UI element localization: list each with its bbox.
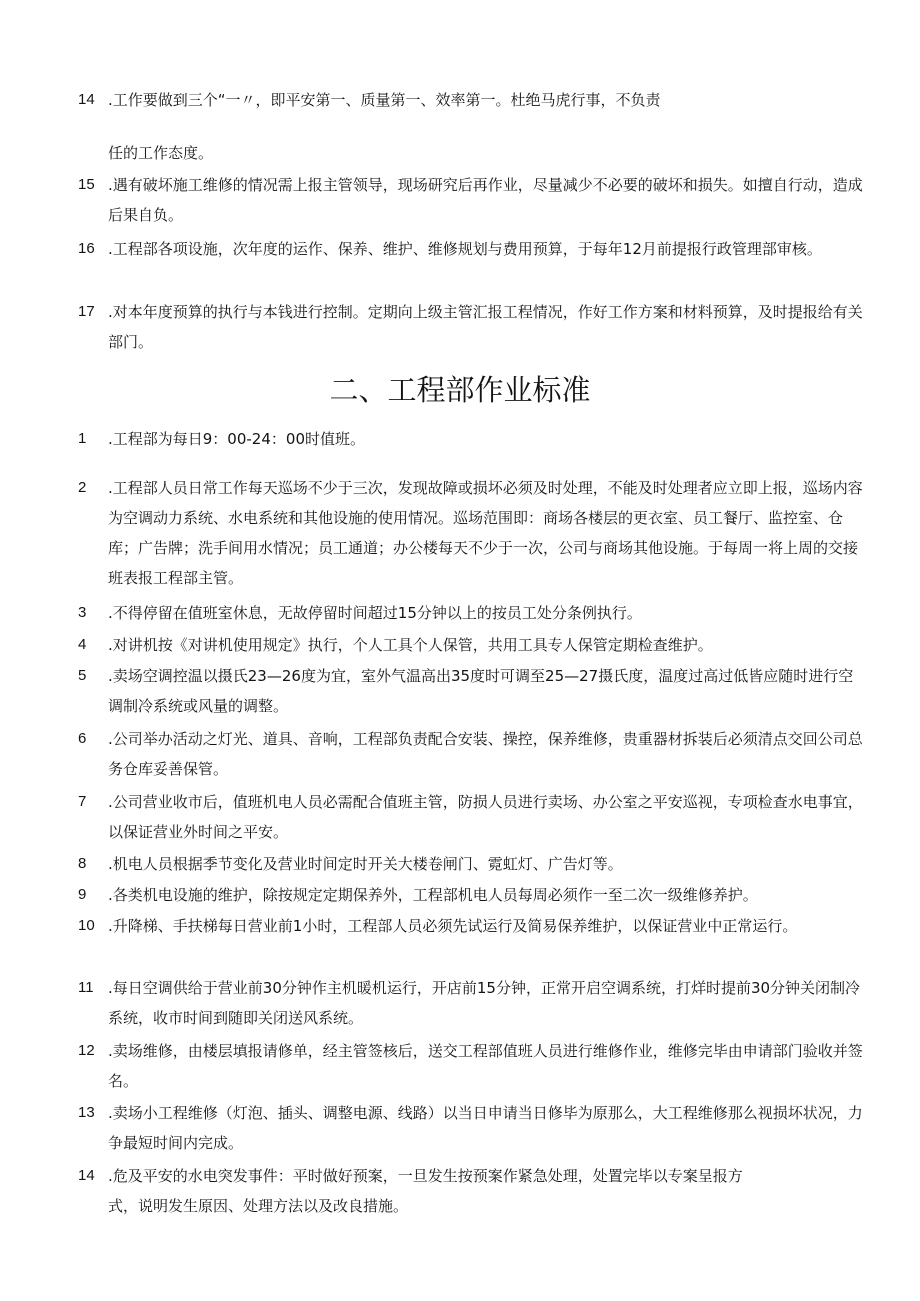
item-number: 4 [78,636,87,653]
list-item [78,849,868,879]
list-item [78,85,868,115]
list-item [78,424,868,454]
item-number: 9 [78,886,87,903]
item-text: .公司举办活动之灯光、道具、音响，工程部负责配合安装、操控，保养维修，贵重器材拆装后必须清点交回公司总务仓库妥善保管。 [108,730,863,778]
item-text: .不得停留在值班室休息，无故停留时间超过15分钟以上的按员工处分条例执行。 [108,604,642,622]
item-number: 8 [78,855,87,872]
list-item [78,234,868,264]
item-number: 16 [78,240,95,257]
item-text: .机电人员根据季节变化及营业时间定时开关大楼卷闸门、霓虹灯、广告灯等。 [108,855,623,873]
item-text: .对本年度预算的执行与本钱进行控制。定期向上级主管汇报工程情况，作好工作方案和材料预算，及时提报给有关部门。 [108,303,863,351]
item-number: 14 [78,91,95,108]
item-text: .危及平安的水电突发事件：平时做好预案，一旦发生按预案作紧急处理，处置完毕以专案呈报方式，说明发生原因、处理方法以及改良措施。 [108,1167,743,1215]
item-text: .工程部各项设施，次年度的运作、保养、维护、维修规划与费用预算，于每年12月前提报行政管理部审核。 [108,240,822,258]
list-item-continuation [78,138,868,168]
item-text: .工程部为每日9：00-24：00时值班。 [108,430,365,448]
item-number: 11 [78,979,94,996]
item-number: 3 [78,604,87,621]
item-number: 6 [78,730,87,747]
item-number: 13 [78,1104,95,1121]
section-title: 二、工程部作业标准 [329,373,591,407]
item-text: .卖场小工程维修（灯泡、插头、调整电源、线路）以当日申请当日修毕为原那么，大工程维修那么视损坏状况，力争最短时间内完成。 [108,1104,863,1152]
item-number: 14 [78,1167,95,1184]
list-item [78,724,868,784]
item-text: .升降梯、手扶梯每日营业前1小时，工程部人员必须先试运行及简易保养维护，以保证营业中正常运行。 [108,917,798,935]
item-text: .工程部人员日常工作每天巡场不少于三次，发现故障或损坏必须及时处理，不能及时处理者应立即上报，巡场内容为空调动力系统、水电系统和其他设施的使用情况。巡场范围即：商场各楼层的更衣室、员工餐厅、监控室、仓库；广告牌；洗手间用水情况；员工通道；办公楼每天不少于一次，公司与商场其他设施。于每周一将上周的交接班表报工程部主管。 [108,479,863,587]
list-item [78,598,868,628]
item-text: .各类机电设施的维护，除按规定定期保养外，工程部机电人员每周必须作一至二次一级维修养护。 [108,886,758,904]
list-item [78,787,868,847]
list-item [78,630,868,660]
item-text: .遇有破坏施工维修的情况需上报主管领导，现场研究后再作业，尽量减少不必要的破坏和损失。如擅自行动，造成后果自负。 [108,176,863,224]
item-number: 2 [78,479,87,496]
item-text: .工作要做到三个“一〃，即平安第一、质量第一、效率第一。杜绝马虎行事，不负责 [108,91,661,109]
item-text: .卖场空调控温以摄氏23—26度为宜，室外气温高出35度时可调至25—27摄氏度，温度过高过低皆应随时进行空调制冷系统或风量的调整。 [108,667,854,715]
list-item [78,1036,868,1096]
item-number: 10 [78,917,95,934]
list-item [78,973,868,1033]
list-item [78,170,868,230]
list-item [78,880,868,910]
list-item [78,911,868,941]
item-number: 5 [78,667,87,684]
item-text: .对讲机按《对讲机使用规定》执行，个人工具个人保管，共用工具专人保管定期检查维护。 [108,636,713,654]
item-text: .公司营业收市后，值班机电人员必需配合值班主管，防损人员进行卖场、办公室之平安巡视，专项检查水电事宜，以保证营业外时间之平安。 [108,793,863,841]
item-text: 任的工作态度。 [108,144,214,162]
list-item [78,1098,868,1158]
item-text: .卖场维修，由楼层填报请修单，经主管签核后，送交工程部值班人员进行维修作业，维修完毕由申请部门验收并签名。 [108,1042,863,1090]
list-item [78,473,868,593]
list-item [78,1161,868,1221]
item-text: .每日空调供给于营业前30分钟作主机暖机运行，开店前15分钟，正常开启空调系统，打烊时提前30分钟关闭制冷系统，收市时间到随即关闭送风系统。 [108,979,861,1027]
item-number: 15 [78,176,95,193]
item-number: 17 [78,303,95,320]
item-number: 1 [78,430,87,447]
item-number: 12 [78,1042,95,1059]
list-item [78,661,868,721]
list-item [78,297,868,357]
item-number: 7 [78,793,87,810]
